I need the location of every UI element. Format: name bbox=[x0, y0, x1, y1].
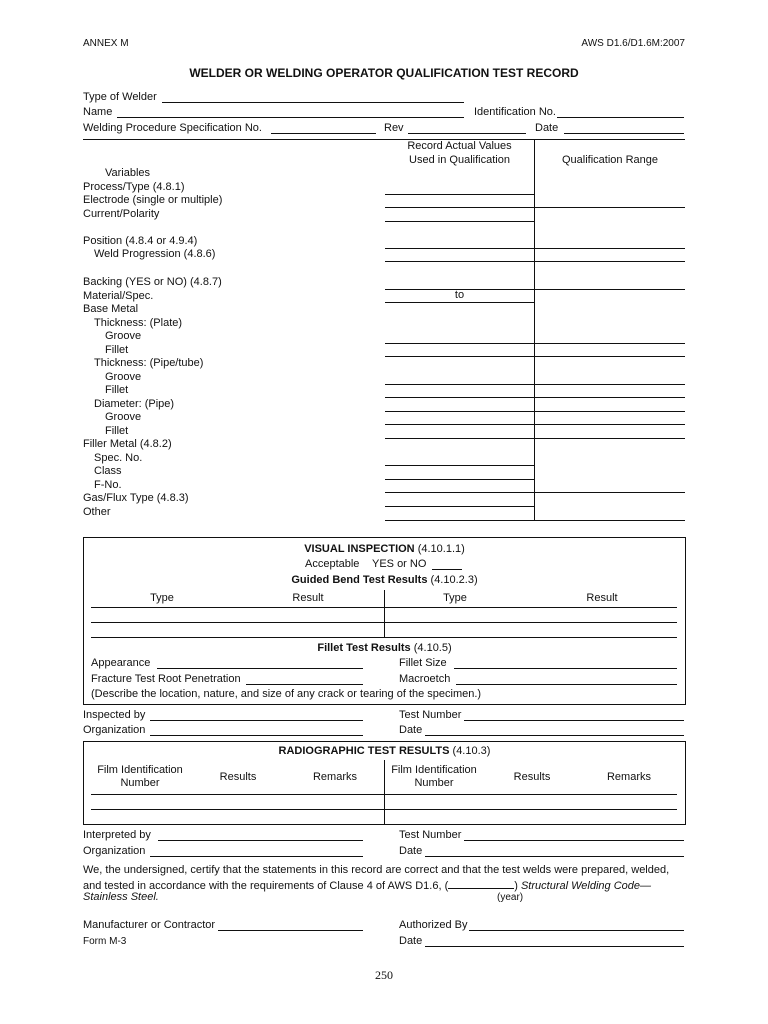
signoff-date-label: Date bbox=[399, 935, 423, 947]
actual-value-line[interactable] bbox=[385, 261, 534, 262]
fracture-label: Fracture Test Root Penetration bbox=[91, 673, 241, 685]
var-f-no: F-No. bbox=[94, 479, 122, 491]
var-pipe-groove: Groove bbox=[105, 371, 142, 383]
range-value-line[interactable] bbox=[534, 424, 685, 425]
certify-line-1: We, the undersigned, certify that the statements in this record are correct and that the test welds were prepared, welded, bbox=[83, 864, 670, 876]
actual-value-line[interactable] bbox=[385, 194, 534, 195]
actual-value-line[interactable] bbox=[385, 492, 534, 493]
bend-type-header-1: Type bbox=[150, 592, 174, 604]
actual-value-line[interactable] bbox=[385, 207, 534, 208]
range-value-line[interactable] bbox=[534, 384, 685, 385]
radiographic-organization-label: Organization bbox=[83, 845, 146, 857]
inspection-test-number-field[interactable] bbox=[464, 720, 684, 721]
actual-value-line[interactable] bbox=[385, 343, 534, 344]
bend-table-row-line[interactable] bbox=[91, 637, 677, 638]
range-value-line[interactable] bbox=[534, 261, 685, 262]
macroetch-field[interactable] bbox=[456, 684, 677, 685]
qualification-range-heading: Qualification Range bbox=[561, 154, 658, 166]
certify-line-2-text: and tested in accordance with the requirements of Clause 4 of AWS D1.6, ( bbox=[83, 880, 449, 892]
var-current-polarity: Current/Polarity bbox=[83, 208, 160, 220]
year-caption: (year) bbox=[497, 892, 524, 903]
type-of-welder-label: Type of Welder bbox=[83, 91, 157, 103]
actual-value-line[interactable] bbox=[385, 289, 534, 290]
annex-label: ANNEX M bbox=[83, 38, 129, 49]
var-process-type: Process/Type (4.8.1) bbox=[83, 181, 185, 193]
year-field[interactable] bbox=[448, 878, 514, 889]
manufacturer-label: Manufacturer or Contractor bbox=[83, 919, 216, 931]
radiographic-row-line[interactable] bbox=[91, 809, 677, 810]
identification-label: Identification No. bbox=[474, 106, 556, 118]
film-id-header-2a: Film Identification bbox=[391, 764, 477, 776]
radiographic-row-line[interactable] bbox=[91, 794, 677, 795]
actual-value-line[interactable] bbox=[385, 248, 534, 249]
film-id-header-1b: Number bbox=[120, 777, 160, 789]
appearance-label: Appearance bbox=[91, 657, 151, 669]
page-number: 250 bbox=[375, 968, 393, 982]
inspection-organization-field[interactable] bbox=[150, 735, 363, 736]
var-diameter-fillet: Fillet bbox=[105, 425, 129, 437]
date-field-top[interactable] bbox=[564, 133, 684, 134]
fillet-test-title: Fillet Test Results bbox=[317, 642, 411, 654]
rev-label: Rev bbox=[384, 122, 404, 134]
variables-heading: Variables bbox=[105, 167, 151, 179]
radiographic-test-number-field[interactable] bbox=[464, 840, 684, 841]
inspection-date-label: Date bbox=[399, 724, 423, 736]
actual-value-line[interactable] bbox=[385, 465, 534, 466]
range-value-line[interactable] bbox=[534, 492, 685, 493]
fillet-test-ref: (4.10.5) bbox=[413, 642, 452, 654]
bend-table-row-line[interactable] bbox=[91, 607, 677, 608]
describe-note: (Describe the location, nature, and size of any crack or tearing of the specimen.) bbox=[91, 688, 482, 700]
film-id-header-2b: Number bbox=[414, 777, 454, 789]
acceptable-field[interactable] bbox=[432, 569, 462, 570]
yes-or-no-label: YES or NO bbox=[372, 558, 427, 570]
bend-result-header-1: Result bbox=[292, 592, 324, 604]
radiographic-heading bbox=[83, 745, 686, 758]
wps-field[interactable] bbox=[271, 133, 376, 134]
to-text: to bbox=[454, 289, 465, 301]
actual-value-line[interactable] bbox=[385, 411, 534, 412]
remarks-header-1: Remarks bbox=[312, 771, 357, 783]
inspected-by-field[interactable] bbox=[150, 720, 363, 721]
var-thickness-plate: Thickness: (Plate) bbox=[94, 317, 183, 329]
authorized-by-label: Authorized By bbox=[399, 919, 468, 931]
range-value-line[interactable] bbox=[534, 520, 685, 521]
var-backing: Backing (YES or NO) (4.8.7) bbox=[83, 276, 222, 288]
inspection-organization-label: Organization bbox=[83, 724, 146, 736]
code-title: Structural Welding Code— bbox=[520, 880, 651, 892]
var-thickness-pipe: Thickness: (Pipe/tube) bbox=[94, 357, 204, 369]
range-value-line[interactable] bbox=[534, 356, 685, 357]
interpreted-by-field[interactable] bbox=[158, 840, 363, 841]
actual-value-line[interactable] bbox=[385, 221, 534, 222]
standard-label: AWS D1.6/D1.6M:2007 bbox=[581, 38, 685, 49]
identification-field[interactable] bbox=[557, 117, 684, 118]
var-plate-groove: Groove bbox=[105, 330, 142, 342]
range-value-line[interactable] bbox=[534, 343, 685, 344]
range-value-line[interactable] bbox=[534, 438, 685, 439]
actual-value-line[interactable] bbox=[385, 520, 534, 521]
bend-type-header-2: Type bbox=[443, 592, 467, 604]
radiographic-ref: (4.10.3) bbox=[452, 745, 491, 757]
radiographic-date-label: Date bbox=[399, 845, 423, 857]
fracture-field[interactable] bbox=[246, 684, 363, 685]
certify-line-2-close: ) bbox=[514, 880, 518, 892]
actual-value-line[interactable] bbox=[385, 302, 534, 303]
actual-value-line[interactable] bbox=[385, 438, 534, 439]
actual-value-line[interactable] bbox=[385, 384, 534, 385]
guided-bend-ref: (4.10.2.3) bbox=[430, 574, 478, 586]
range-value-line[interactable] bbox=[534, 289, 685, 290]
appearance-field[interactable] bbox=[157, 668, 363, 669]
var-filler-metal: Filler Metal (4.8.2) bbox=[83, 438, 172, 450]
variables-table-top-rule bbox=[83, 139, 685, 140]
bend-result-header-2: Result bbox=[586, 592, 618, 604]
guided-bend-title: Guided Bend Test Results bbox=[291, 574, 428, 586]
visual-inspection-heading bbox=[83, 543, 686, 556]
form-title: WELDER OR WELDING OPERATOR QUALIFICATION TEST RECORD bbox=[189, 66, 579, 80]
var-plate-fillet: Fillet bbox=[105, 344, 129, 356]
guided-bend-heading bbox=[83, 574, 686, 587]
variables-table-divider bbox=[534, 139, 535, 520]
authorized-by-field[interactable] bbox=[469, 930, 684, 931]
name-label: Name bbox=[83, 106, 113, 118]
var-other: Other bbox=[83, 506, 111, 518]
date-label-top: Date bbox=[535, 122, 559, 134]
macroetch-label: Macroetch bbox=[399, 673, 451, 685]
certify-line-2 bbox=[83, 878, 651, 893]
var-spec-no: Spec. No. bbox=[94, 452, 143, 464]
var-pipe-fillet: Fillet bbox=[105, 384, 129, 396]
var-position: Position (4.8.4 or 4.9.4) bbox=[83, 235, 198, 247]
var-weld-progression: Weld Progression (4.8.6) bbox=[94, 248, 216, 260]
name-field[interactable] bbox=[117, 117, 464, 118]
radiographic-title: RADIOGRAPHIC TEST RESULTS bbox=[278, 745, 450, 757]
wps-label: Welding Procedure Specification No. bbox=[83, 122, 262, 134]
actual-value-line[interactable] bbox=[385, 424, 534, 425]
actual-value-line[interactable] bbox=[385, 506, 534, 507]
fillet-test-heading bbox=[83, 642, 686, 655]
range-value-line[interactable] bbox=[534, 248, 685, 249]
range-value-line[interactable] bbox=[534, 397, 685, 398]
var-base-metal: Base Metal bbox=[83, 303, 139, 315]
rev-field[interactable] bbox=[408, 133, 526, 134]
inspection-test-number-label: Test Number bbox=[399, 709, 462, 721]
visual-inspection-title: VISUAL INSPECTION bbox=[304, 543, 415, 555]
actual-value-line[interactable] bbox=[385, 479, 534, 480]
var-class: Class bbox=[94, 465, 122, 477]
var-material-spec: Material/Spec. bbox=[83, 290, 154, 302]
radiographic-date-field[interactable] bbox=[425, 856, 684, 857]
inspected-by-label: Inspected by bbox=[83, 709, 146, 721]
signoff-date-field[interactable] bbox=[425, 946, 684, 947]
radiographic-organization-field[interactable] bbox=[150, 856, 363, 857]
results-header-2: Results bbox=[513, 771, 551, 783]
code-subtitle: Stainless Steel. bbox=[83, 891, 159, 903]
actual-values-heading-1: Record Actual Values bbox=[407, 140, 512, 152]
var-diameter-pipe: Diameter: (Pipe) bbox=[94, 398, 175, 410]
actual-value-line[interactable] bbox=[385, 356, 534, 357]
visual-inspection-ref: (4.10.1.1) bbox=[417, 543, 465, 555]
radiographic-divider bbox=[384, 760, 385, 824]
film-id-header-1a: Film Identification bbox=[97, 764, 183, 776]
actual-values-heading-2: Used in Qualification bbox=[409, 154, 510, 166]
remarks-header-2: Remarks bbox=[606, 771, 651, 783]
bend-table-divider bbox=[384, 590, 385, 638]
actual-value-line[interactable] bbox=[385, 397, 534, 398]
inspection-date-field[interactable] bbox=[425, 735, 684, 736]
radiographic-test-number-label: Test Number bbox=[399, 829, 462, 841]
range-value-line[interactable] bbox=[534, 411, 685, 412]
fillet-size-label: Fillet Size bbox=[399, 657, 447, 669]
form-number: Form M-3 bbox=[83, 936, 127, 947]
fillet-size-field[interactable] bbox=[454, 668, 677, 669]
var-gas-flux: Gas/Flux Type (4.8.3) bbox=[83, 492, 189, 504]
type-of-welder-field[interactable] bbox=[162, 102, 464, 103]
results-header-1: Results bbox=[219, 771, 257, 783]
var-electrode: Electrode (single or multiple) bbox=[83, 194, 223, 206]
var-diameter-groove: Groove bbox=[105, 411, 142, 423]
range-value-line[interactable] bbox=[534, 207, 685, 208]
acceptable-label: Acceptable bbox=[305, 558, 360, 570]
interpreted-by-label: Interpreted by bbox=[83, 829, 151, 841]
bend-table-row-line[interactable] bbox=[91, 622, 677, 623]
manufacturer-field[interactable] bbox=[218, 930, 363, 931]
